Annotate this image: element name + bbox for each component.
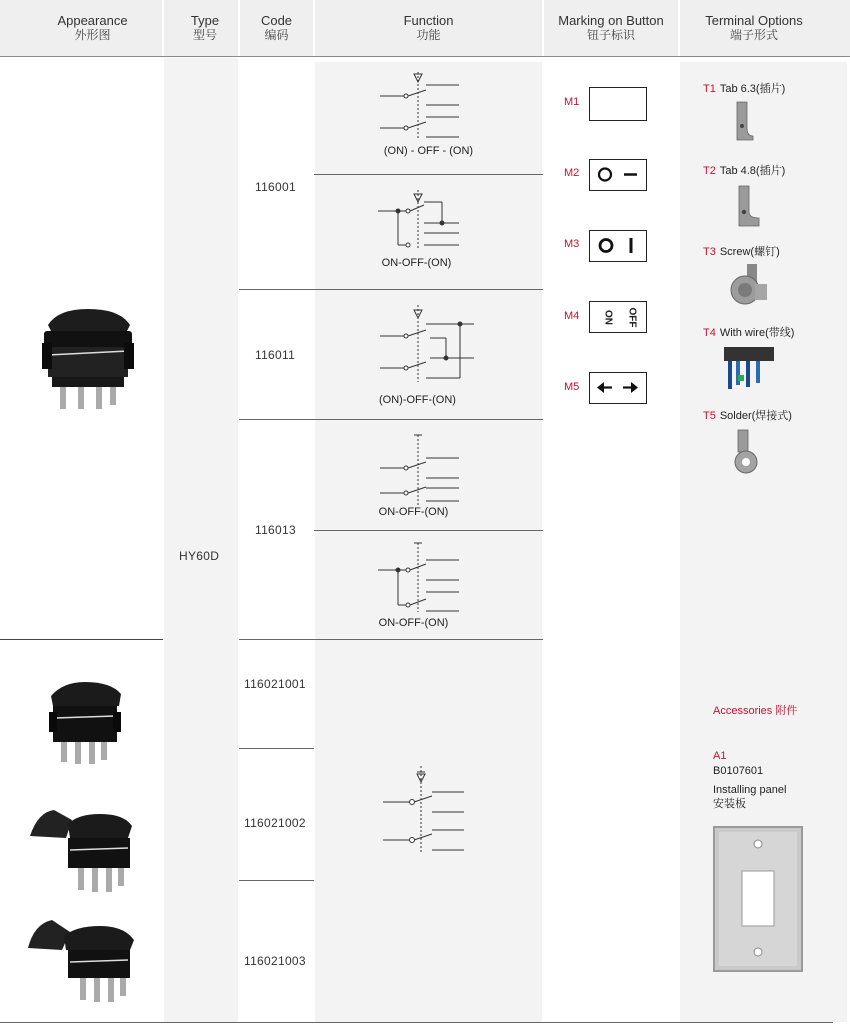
marking-code: M5	[564, 381, 580, 393]
header-appearance-en: Appearance	[57, 13, 128, 28]
rocker-switch-image	[45, 678, 125, 770]
function-label: ON-OFF-(ON)	[381, 257, 452, 269]
code-116001: 116001	[255, 180, 296, 194]
circuit-diagrams	[314, 60, 543, 640]
header-terminal	[679, 0, 829, 56]
header-type	[163, 0, 247, 56]
terminal-code: T1	[703, 83, 716, 95]
terminal-label: Screw(螺钉)	[719, 246, 780, 258]
header-appearance	[0, 0, 185, 56]
marking-on-text: ON	[602, 310, 614, 325]
marking-m2-o-dash	[589, 159, 647, 191]
header-function-en: Function	[403, 13, 454, 28]
marking-code: M4	[564, 310, 580, 322]
marking-code: M3	[564, 238, 580, 250]
screw-terminal-icon	[727, 262, 771, 308]
rocker-switch-image	[38, 303, 138, 413]
circuit-diagram-1	[380, 72, 459, 140]
header-marking-cn: 钮子标识	[586, 28, 635, 42]
accessories-title: Accessories 附件	[713, 705, 798, 717]
tab-terminal-icon	[733, 98, 755, 142]
marking-m5-arrows	[589, 372, 647, 404]
header-appearance-cn: 外形图	[74, 28, 111, 42]
marking-code: M1	[564, 96, 580, 108]
code-116021001: 116021001	[244, 677, 306, 691]
marking-m1-blank	[589, 87, 647, 121]
code-116013: 116013	[255, 523, 296, 537]
terminal-label: Tab 4.8(插片)	[719, 165, 786, 177]
marking-m4-on-off	[589, 301, 647, 333]
marking-code: M2	[564, 167, 580, 179]
terminal-label: Solder(焊接式)	[719, 410, 792, 422]
function-label: (ON)-OFF-(ON)	[379, 394, 456, 406]
circuit-diagram-6	[314, 760, 543, 860]
table-header	[0, 0, 850, 57]
terminal-t1	[703, 80, 785, 96]
row-divider	[0, 639, 163, 640]
row-divider	[239, 748, 314, 749]
header-code	[239, 0, 314, 56]
installing-panel-image	[713, 826, 803, 972]
rocker-switch-image	[28, 806, 138, 896]
header-code-en: Code	[260, 13, 293, 28]
terminal-label: With wire(带线)	[719, 327, 795, 339]
code-116021003: 116021003	[244, 954, 306, 968]
header-type-en: Type	[190, 13, 220, 28]
type-value: HY60D	[179, 549, 220, 563]
function-label: ON-OFF-(ON)	[378, 506, 449, 518]
table-bottom	[0, 1022, 833, 1023]
header-marking-en: Marking on Button	[558, 13, 664, 28]
accessory-name-cn: 安装板	[713, 798, 746, 810]
header-terminal-en: Terminal Options	[705, 13, 803, 28]
wire-terminal-icon	[722, 345, 776, 391]
type-column	[164, 58, 238, 1022]
o-dash-icon	[590, 160, 645, 189]
accessory-name: Installing panel	[713, 784, 787, 796]
left-right-arrows-icon	[590, 373, 645, 402]
terminal-t5	[703, 407, 792, 423]
terminal-code: T5	[703, 410, 716, 422]
function-label: (ON) - OFF - (ON)	[383, 145, 474, 157]
o-i-icon	[590, 231, 645, 260]
header-marking	[543, 0, 679, 56]
terminal-code: T3	[703, 246, 716, 258]
terminal-t2	[703, 162, 785, 178]
terminal-code: T4	[703, 327, 716, 339]
terminal-label: Tab 6.3(插片)	[719, 83, 786, 95]
terminal-code: T2	[703, 165, 716, 177]
circuit-diagram-5	[378, 543, 459, 612]
tab-terminal-icon	[733, 182, 763, 232]
header-function	[314, 0, 543, 56]
header-code-cn: 编码	[264, 28, 289, 42]
header-terminal-cn: 端子形式	[729, 28, 778, 42]
circuit-diagram-3	[380, 305, 474, 382]
header-function-cn: 功能	[416, 28, 441, 42]
code-116021002: 116021002	[244, 816, 306, 830]
solder-terminal-icon	[730, 428, 762, 478]
marking-m3-o-i	[589, 230, 647, 262]
function-label: ON-OFF-(ON)	[378, 617, 449, 629]
header-type-cn: 型号	[192, 28, 217, 42]
circuit-diagram-4	[380, 435, 459, 505]
code-116011: 116011	[255, 348, 296, 362]
row-divider	[239, 880, 314, 881]
terminal-t4	[703, 324, 794, 340]
accessory-part-number: B0107601	[713, 765, 764, 777]
rocker-switch-image	[26, 918, 138, 1006]
terminal-t3	[703, 243, 780, 259]
accessory-code: A1	[713, 750, 727, 762]
marking-off-text: OFF	[626, 307, 638, 328]
circuit-diagram-2	[378, 190, 459, 250]
